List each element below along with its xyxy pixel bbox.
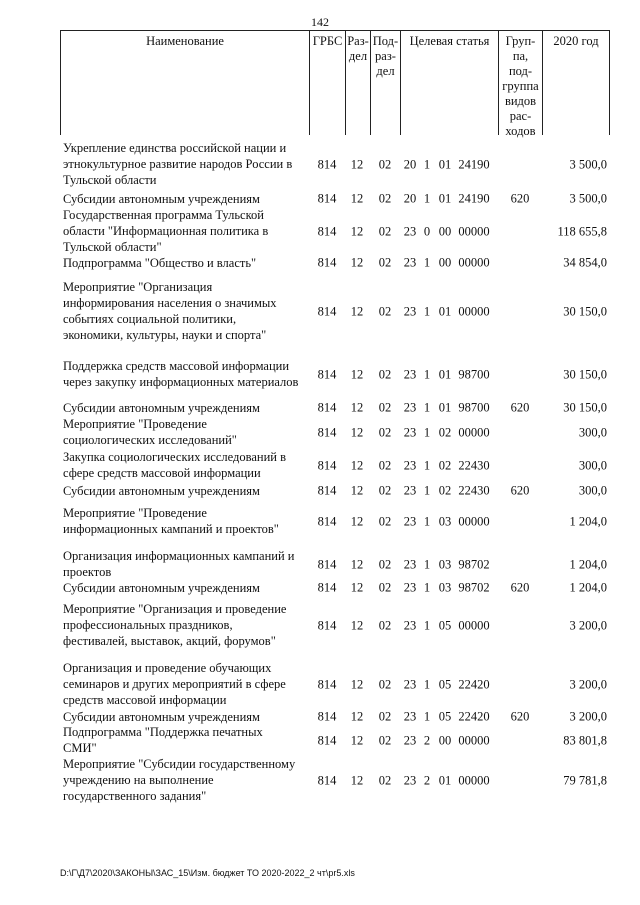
cell-t1: 23 — [403, 483, 417, 498]
cell-grbs: 814 — [317, 425, 337, 440]
header-target-article: Целевая статья — [400, 31, 498, 135]
cell-rz: 12 — [350, 425, 364, 440]
cell-rz: 12 — [350, 733, 364, 748]
row-name — [63, 358, 308, 390]
header-grbs: ГРБС — [309, 31, 345, 135]
cell-rz: 12 — [350, 400, 364, 415]
cell-t1: 23 — [403, 458, 417, 473]
row-name-line: Подпрограмма "Общество и власть" — [63, 256, 257, 270]
cell-pr: 02 — [378, 733, 392, 748]
row-name — [63, 207, 308, 255]
cell-t1: 23 — [403, 367, 417, 382]
table-row — [60, 601, 610, 651]
row-name-line: Мероприятие "Субсидии государственному — [63, 757, 296, 771]
row-name-line: средств массовой информации — [63, 693, 227, 707]
cell-t2: 1 — [423, 425, 431, 440]
table-row — [60, 207, 610, 257]
cell-rz: 12 — [350, 677, 364, 692]
cell-t1: 23 — [403, 514, 417, 529]
table-row — [60, 505, 610, 539]
row-name-line: Государственная программа Тульской — [63, 208, 264, 222]
row-name — [63, 416, 308, 448]
cell-grbs: 814 — [317, 304, 337, 319]
row-name-line: Мероприятие "Организация — [63, 280, 213, 294]
cell-grbs: 814 — [317, 224, 337, 239]
row-name — [63, 191, 308, 207]
row-name-line: Мероприятие "Проведение — [63, 506, 207, 520]
cell-t1: 23 — [403, 709, 417, 724]
table-row — [60, 279, 610, 345]
cell-amount: 1 204,0 — [569, 557, 607, 572]
cell-t2: 1 — [423, 304, 431, 319]
cell-t4: 22420 — [458, 677, 490, 692]
cell-rz: 12 — [350, 483, 364, 498]
cell-t3: 05 — [438, 618, 452, 633]
cell-pr: 02 — [378, 367, 392, 382]
header-razdel: Раз- дел — [345, 31, 370, 135]
cell-rz: 12 — [350, 255, 364, 270]
header-expense-group: Груп- па, под- группа видов рас- ходов — [498, 31, 542, 135]
cell-t3: 00 — [438, 733, 452, 748]
row-name — [63, 400, 308, 416]
cell-pr: 02 — [378, 514, 392, 529]
cell-t4: 00000 — [458, 304, 490, 319]
row-name-line: профессиональных праздников, — [63, 618, 233, 632]
cell-t2: 1 — [423, 255, 431, 270]
cell-pr: 02 — [378, 618, 392, 633]
cell-vr: 620 — [510, 400, 530, 415]
cell-t1: 23 — [403, 677, 417, 692]
cell-t2: 1 — [423, 677, 431, 692]
cell-t1: 20 — [403, 191, 417, 206]
row-name — [63, 756, 308, 804]
cell-vr: 620 — [510, 580, 530, 595]
cell-t2: 2 — [423, 773, 431, 788]
cell-amount: 30 150,0 — [563, 304, 607, 319]
row-name — [63, 449, 308, 481]
cell-vr: 620 — [510, 483, 530, 498]
cell-t4: 22430 — [458, 483, 490, 498]
row-name-line: Организация и проведение обучающих — [63, 661, 272, 675]
cell-amount: 79 781,8 — [563, 773, 607, 788]
cell-t4: 98702 — [458, 557, 490, 572]
cell-pr: 02 — [378, 400, 392, 415]
cell-rz: 12 — [350, 191, 364, 206]
row-name — [63, 580, 308, 596]
row-name — [63, 660, 308, 708]
row-name — [63, 724, 308, 756]
cell-rz: 12 — [350, 580, 364, 595]
row-name-line: Мероприятие "Проведение — [63, 417, 207, 431]
cell-t3: 01 — [438, 367, 452, 382]
table-row — [60, 255, 610, 271]
cell-t4: 00000 — [458, 425, 490, 440]
cell-grbs: 814 — [317, 580, 337, 595]
row-name-line: Закупка социологических исследований в — [63, 450, 286, 464]
row-name-line: этнокультурное развитие народов России в — [63, 157, 293, 171]
cell-grbs: 814 — [317, 557, 337, 572]
cell-grbs: 814 — [317, 677, 337, 692]
cell-t4: 00000 — [458, 255, 490, 270]
row-name — [63, 279, 308, 343]
cell-t2: 1 — [423, 557, 431, 572]
header-podrazdel: Под- раз- дел — [370, 31, 400, 135]
cell-pr: 02 — [378, 483, 392, 498]
table-row — [60, 548, 610, 582]
cell-rz: 12 — [350, 709, 364, 724]
cell-rz: 12 — [350, 304, 364, 319]
cell-grbs: 814 — [317, 709, 337, 724]
cell-grbs: 814 — [317, 367, 337, 382]
table-row — [60, 580, 610, 596]
cell-t3: 00 — [438, 255, 452, 270]
cell-rz: 12 — [350, 458, 364, 473]
cell-pr: 02 — [378, 425, 392, 440]
cell-rz: 12 — [350, 157, 364, 172]
cell-t2: 1 — [423, 618, 431, 633]
row-name — [63, 548, 308, 580]
cell-t4: 00000 — [458, 618, 490, 633]
cell-t3: 01 — [438, 157, 452, 172]
cell-t4: 24190 — [458, 157, 490, 172]
cell-t3: 03 — [438, 557, 452, 572]
row-name-line: Субсидии автономным учреждениям — [63, 401, 260, 415]
cell-amount: 3 200,0 — [569, 709, 607, 724]
row-name-line: социологических исследований" — [63, 433, 237, 447]
cell-grbs: 814 — [317, 191, 337, 206]
cell-t2: 2 — [423, 733, 431, 748]
cell-t3: 01 — [438, 304, 452, 319]
cell-t4: 00000 — [458, 514, 490, 529]
header-name: Наименование — [60, 31, 309, 135]
cell-grbs: 814 — [317, 483, 337, 498]
row-name-line: Субсидии автономным учреждениям — [63, 710, 260, 724]
cell-grbs: 814 — [317, 514, 337, 529]
cell-grbs: 814 — [317, 733, 337, 748]
cell-grbs: 814 — [317, 773, 337, 788]
cell-t1: 23 — [403, 733, 417, 748]
cell-rz: 12 — [350, 557, 364, 572]
row-name-line: учреждению на выполнение — [63, 773, 214, 787]
cell-amount: 118 655,8 — [557, 224, 607, 239]
cell-t3: 02 — [438, 483, 452, 498]
row-name — [63, 483, 308, 499]
row-name-line: области "Информационная политика в — [63, 224, 269, 238]
row-name-line: Субсидии автономным учреждениям — [63, 484, 260, 498]
row-name-line: Мероприятие "Организация и проведение — [63, 602, 287, 616]
row-name-line: событиях социальной политики, — [63, 312, 237, 326]
header-year-2020: 2020 год — [542, 31, 610, 135]
cell-amount: 1 204,0 — [569, 514, 607, 529]
cell-t1: 23 — [403, 224, 417, 239]
row-name-line: информационных кампаний и проектов" — [63, 522, 279, 536]
cell-t1: 23 — [403, 255, 417, 270]
table-row — [60, 660, 610, 710]
cell-vr: 620 — [510, 709, 530, 724]
cell-t4: 00000 — [458, 224, 490, 239]
cell-amount: 34 854,0 — [563, 255, 607, 270]
row-name — [63, 601, 308, 649]
cell-t1: 23 — [403, 580, 417, 595]
table-row — [60, 400, 610, 416]
row-name — [63, 255, 308, 271]
cell-amount: 300,0 — [578, 425, 607, 440]
table-row — [60, 191, 610, 207]
cell-grbs: 814 — [317, 618, 337, 633]
cell-t1: 23 — [403, 400, 417, 415]
row-name-line: Субсидии автономным учреждениям — [63, 192, 260, 206]
cell-pr: 02 — [378, 773, 392, 788]
cell-pr: 02 — [378, 557, 392, 572]
cell-grbs: 814 — [317, 157, 337, 172]
row-name-line: сфере средств массовой информации — [63, 466, 261, 480]
cell-vr: 620 — [510, 191, 530, 206]
cell-pr: 02 — [378, 709, 392, 724]
table-row — [60, 140, 610, 190]
cell-amount: 3 200,0 — [569, 677, 607, 692]
cell-pr: 02 — [378, 157, 392, 172]
cell-t4: 00000 — [458, 773, 490, 788]
table-row — [60, 416, 610, 450]
table-header — [60, 30, 610, 138]
cell-t4: 22430 — [458, 458, 490, 473]
cell-t1: 23 — [403, 618, 417, 633]
cell-amount: 83 801,8 — [563, 733, 607, 748]
row-name-line: Укрепление единства российской нации и — [63, 141, 287, 155]
cell-t3: 01 — [438, 400, 452, 415]
cell-amount: 1 204,0 — [569, 580, 607, 595]
row-name-line: информирования населения о значимых — [63, 296, 277, 310]
cell-amount: 300,0 — [578, 458, 607, 473]
table-row — [60, 358, 610, 392]
cell-t3: 03 — [438, 514, 452, 529]
footer-file-path: D:\Г\Д7\2020\ЗАКОНЫ\ЗАС_15\Изм. бюджет ТО 2020-2022_2 чт\pr5.xls — [60, 868, 355, 878]
cell-amount: 3 500,0 — [569, 191, 607, 206]
cell-t2: 1 — [423, 367, 431, 382]
cell-t2: 1 — [423, 514, 431, 529]
row-name — [63, 505, 308, 537]
cell-t3: 00 — [438, 224, 452, 239]
cell-amount: 30 150,0 — [563, 367, 607, 382]
row-name-line: СМИ" — [63, 741, 97, 755]
row-name-line: фестивалей, выставок, акций, форумов" — [63, 634, 276, 648]
table-row — [60, 756, 610, 806]
row-name-line: Тульской области" — [63, 240, 162, 254]
cell-t2: 1 — [423, 400, 431, 415]
cell-grbs: 814 — [317, 458, 337, 473]
table-row — [60, 483, 610, 499]
cell-t1: 23 — [403, 557, 417, 572]
row-name-line: Субсидии автономным учреждениям — [63, 581, 260, 595]
cell-grbs: 814 — [317, 255, 337, 270]
cell-t3: 02 — [438, 458, 452, 473]
cell-pr: 02 — [378, 458, 392, 473]
row-name-line: Поддержка средств массовой информации — [63, 359, 290, 373]
cell-t3: 01 — [438, 773, 452, 788]
cell-t2: 1 — [423, 191, 431, 206]
cell-pr: 02 — [378, 677, 392, 692]
row-name — [63, 140, 308, 188]
cell-t3: 05 — [438, 709, 452, 724]
row-name-line: проектов — [63, 565, 112, 579]
cell-amount: 30 150,0 — [563, 400, 607, 415]
cell-t3: 05 — [438, 677, 452, 692]
cell-pr: 02 — [378, 580, 392, 595]
cell-t3: 03 — [438, 580, 452, 595]
cell-t2: 0 — [423, 224, 431, 239]
cell-t2: 1 — [423, 709, 431, 724]
cell-rz: 12 — [350, 224, 364, 239]
cell-rz: 12 — [350, 773, 364, 788]
cell-t4: 98702 — [458, 580, 490, 595]
cell-amount: 3 200,0 — [569, 618, 607, 633]
cell-t2: 1 — [423, 458, 431, 473]
row-name-line: Подпрограмма "Поддержка печатных — [63, 725, 263, 739]
table-row — [60, 709, 610, 725]
row-name-line: государственного задания" — [63, 789, 207, 803]
table-row — [60, 724, 610, 758]
row-name-line: Тульской области — [63, 173, 157, 187]
row-name-line: через закупку информационных материалов — [63, 375, 299, 389]
cell-grbs: 814 — [317, 400, 337, 415]
cell-t4: 98700 — [458, 400, 490, 415]
cell-amount: 3 500,0 — [569, 157, 607, 172]
cell-pr: 02 — [378, 224, 392, 239]
cell-rz: 12 — [350, 618, 364, 633]
row-name-line: семинаров и других мероприятий в сфере — [63, 677, 286, 691]
cell-t2: 1 — [423, 483, 431, 498]
cell-t1: 23 — [403, 773, 417, 788]
cell-t3: 02 — [438, 425, 452, 440]
cell-pr: 02 — [378, 255, 392, 270]
cell-t4: 22420 — [458, 709, 490, 724]
page-number: 142 — [311, 15, 329, 29]
cell-t2: 1 — [423, 580, 431, 595]
cell-t4: 00000 — [458, 733, 490, 748]
cell-t4: 24190 — [458, 191, 490, 206]
cell-rz: 12 — [350, 514, 364, 529]
cell-pr: 02 — [378, 191, 392, 206]
cell-pr: 02 — [378, 304, 392, 319]
cell-amount: 300,0 — [578, 483, 607, 498]
cell-t2: 1 — [423, 157, 431, 172]
row-name — [63, 709, 308, 725]
row-name-line: экономики, культуры, науки и спорта" — [63, 328, 267, 342]
cell-t1: 20 — [403, 157, 417, 172]
cell-rz: 12 — [350, 367, 364, 382]
row-name-line: Организация информационных кампаний и — [63, 549, 295, 563]
cell-t1: 23 — [403, 304, 417, 319]
table-row — [60, 449, 610, 483]
cell-t4: 98700 — [458, 367, 490, 382]
cell-t3: 01 — [438, 191, 452, 206]
cell-t1: 23 — [403, 425, 417, 440]
